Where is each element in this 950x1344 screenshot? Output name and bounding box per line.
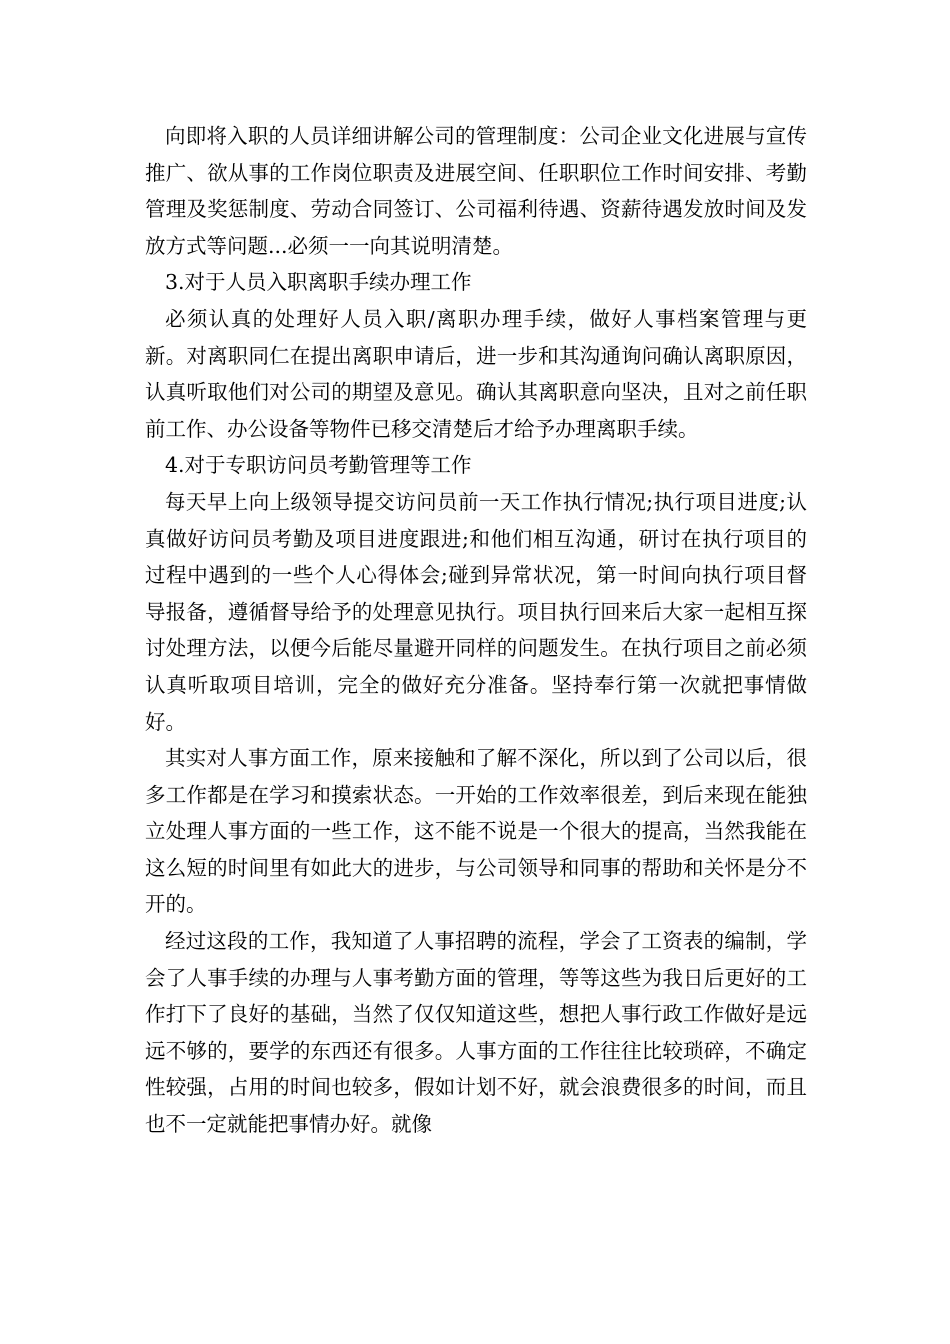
paragraph-entry-exit: 必须认真的处理好人员入职/离职办理手续，做好人事档案管理与更新。对离职同仁在提出离职申请后，进一步和其沟通询问确认离职原因，认真听取他们对公司的期望及意见。确认其离职意向坚决，且对之前任职前工作、办公设备等物件已移交清楚后才给予办理离职手续。 bbox=[145, 306, 807, 441]
section-heading-attendance: 4.对于专职访问员考勤管理等工作 bbox=[165, 453, 472, 478]
document-body bbox=[145, 118, 807, 1143]
section-heading-entry-exit: 3.对于人员入职离职手续办理工作 bbox=[165, 270, 472, 295]
paragraph-attendance: 每天早上向上级领导提交访问员前一天工作执行情况;执行项目进度;认真做好访问员考勤及项目进度跟进;和他们相互沟通，研讨在执行项目的过程中遇到的一些个人心得体会;碰到异常状况，第一时间向执行项目督导报备，遵循督导给予的处理意见执行。项目执行回来后大家一起相互探讨处理方法，以便今后能尽量避开同样的问题发生。在执行项目之前必须认真听取项目培训，完全的做好充分准备。坚持奉行第一次就把事情做好。 bbox=[145, 489, 807, 734]
paragraph-lessons: 经过这段的工作，我知道了人事招聘的流程，学会了工资表的编制，学会了人事手续的办理与人事考勤方面的管理，等等这些为我日后更好的工作打下了良好的基础，当然了仅仅知道这些，想把人事行政工作做好是远远不够的，要学的东西还有很多。人事方面的工作往往比较琐碎，不确定性较强，占用的时间也较多，假如计划不好，就会浪费很多的时间，而且也不一定就能把事情办好。就像 bbox=[145, 929, 807, 1137]
paragraph-onboarding-briefing: 向即将入职的人员详细讲解公司的管理制度：公司企业文化进展与宣传推广、欲从事的工作岗位职责及进展空间、任职职位工作时间安排、考勤管理及奖惩制度、劳动合同签订、公司福利待遇、资薪待遇发放时间及发放方式等问题...必须一一向其说明清楚。 bbox=[145, 124, 807, 258]
paragraph-reflection: 其实对人事方面工作，原来接触和了解不深化，所以到了公司以后，很多工作都是在学习和摸索状态。一开始的工作效率很差，到后来现在能独立处理人事方面的一些工作，这不能不说是一个很大的提高，当然我能在这么短的时间里有如此大的进步，与公司领导和同事的帮助和关怀是分不开的。 bbox=[145, 746, 807, 917]
